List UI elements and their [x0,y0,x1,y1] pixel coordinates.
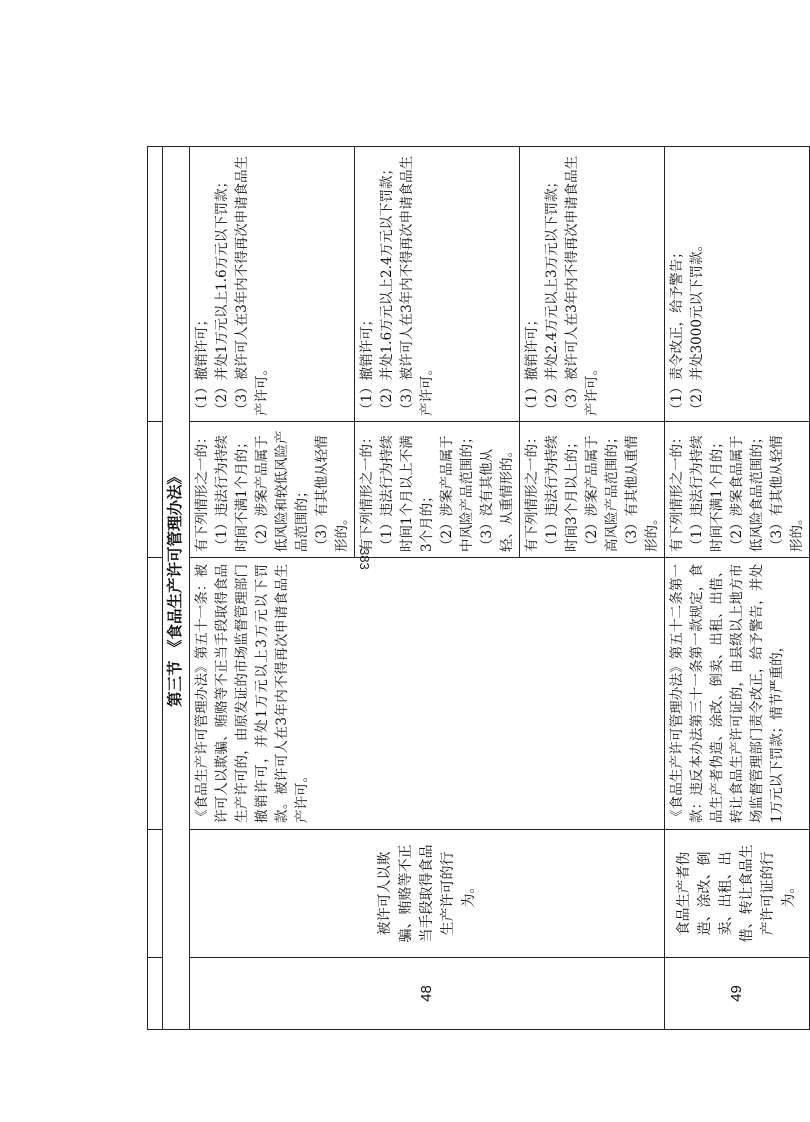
penalty-line: （3）被许可人在3年内不得再次申请食品生产许可。 [564,155,600,416]
penalty-line: （2）并处2.4万元以上3万元以下罚款； [544,174,560,416]
penalty-cell [520,147,665,422]
penalty-line: （3）被许可人在3年内不得再次申请食品生产许可。 [234,155,270,416]
penalty-line: （2）并处1.6万元以上2.4万元以下罚款； [379,161,395,416]
table-row [190,147,355,1030]
condition-line: （3）有其他从重情形的。 [624,435,660,552]
penalty-line: （3）被许可人在3年内不得再次申请食品生产许可。 [399,155,435,416]
penalty-line: （2）并处3000元以下罚款。 [689,238,705,416]
penalty-table [147,146,810,1030]
penalty-line: （1）撤销许可； [359,312,375,416]
condition-line: （2）涉案产品属于高风险产品范围的； [584,430,620,552]
penalty-line: （1）撤销许可； [524,312,540,416]
condition-line: （3）有其他从轻情形的。 [769,435,805,552]
table-row [665,147,810,1030]
rotated-page [147,147,805,1030]
condition-line: 有下列情形之一的： [194,430,210,552]
condition-line: （2）涉案产品属于中风险产品范围的； [439,430,475,552]
condition-line: （2）涉案食品属于低风险食品范围的； [729,430,765,552]
violation-act: 被许可人以欺骗、贿赂等不正当手段取得食品生产许可的行为。 [190,830,665,958]
condition-line: （3）有其他从轻情形的。 [314,435,350,552]
penalty-line: （2）并处1万元以上1.6万元以下罚款； [214,174,230,416]
legal-basis: 《食品生产许可管理办法》第五十二条第一款：违反本办法第三十一条第一款规定，食品生产者伪造、涂改、倒卖、出租、出借、转让食品生产许可证的，由县级以上地方市场监督管理部门责令改正，给予警告，并处1万元以下罚款；情节严重的， [665,558,810,830]
section-title: 第三节 《食品生产许可管理办法》 [163,147,190,1030]
penalty-line: （1）责令改正，给予警告； [669,245,685,416]
condition-cell [665,422,810,558]
condition-cell [190,422,355,558]
penalty-cell [665,147,810,422]
condition-line: （2）涉案产品属于低风险和较低风险产品范围的； [254,430,310,552]
condition-line: （3）没有其他从轻、从重情形的。 [479,444,515,552]
section-header-row [163,147,190,1030]
page-number: 383 [357,548,372,570]
condition-cell [355,422,520,558]
row-number: 48 [190,958,665,1030]
legal-basis: 《食品生产许可管理办法》第五十一条：被许可人以欺骗、贿赂等不正当手段取得食品生产许可的，由原发证的市场监督管理部门撤销许可，并处1万元以上3万元以下罚款。被许可人在3年内不得再次申请食品生产许可。 [190,558,665,830]
table-top-row [148,147,163,1030]
penalty-cell [190,147,355,422]
violation-act: 食品生产者伪造、涂改、倒卖、出租、出借、转让食品生产许可证的行为。 [665,830,810,958]
penalty-cell [355,147,520,422]
condition-line: （1）违法行为持续时间不满1个月的； [689,435,725,552]
penalty-line: （1）撤销许可； [194,312,210,416]
condition-line: 有下列情形之一的： [669,430,685,552]
condition-line: 有下列情形之一的： [359,430,375,552]
condition-line: （1）违法行为持续时间不满1个月的； [214,435,250,552]
condition-cell [520,422,665,558]
condition-line: （1）违法行为持续时间3个月以上的； [544,435,580,552]
condition-line: （1）违法行为持续时间1个月以上不满3个月的； [379,435,435,552]
condition-line: 有下列情形之一的： [524,430,540,552]
row-number: 49 [665,958,810,1030]
